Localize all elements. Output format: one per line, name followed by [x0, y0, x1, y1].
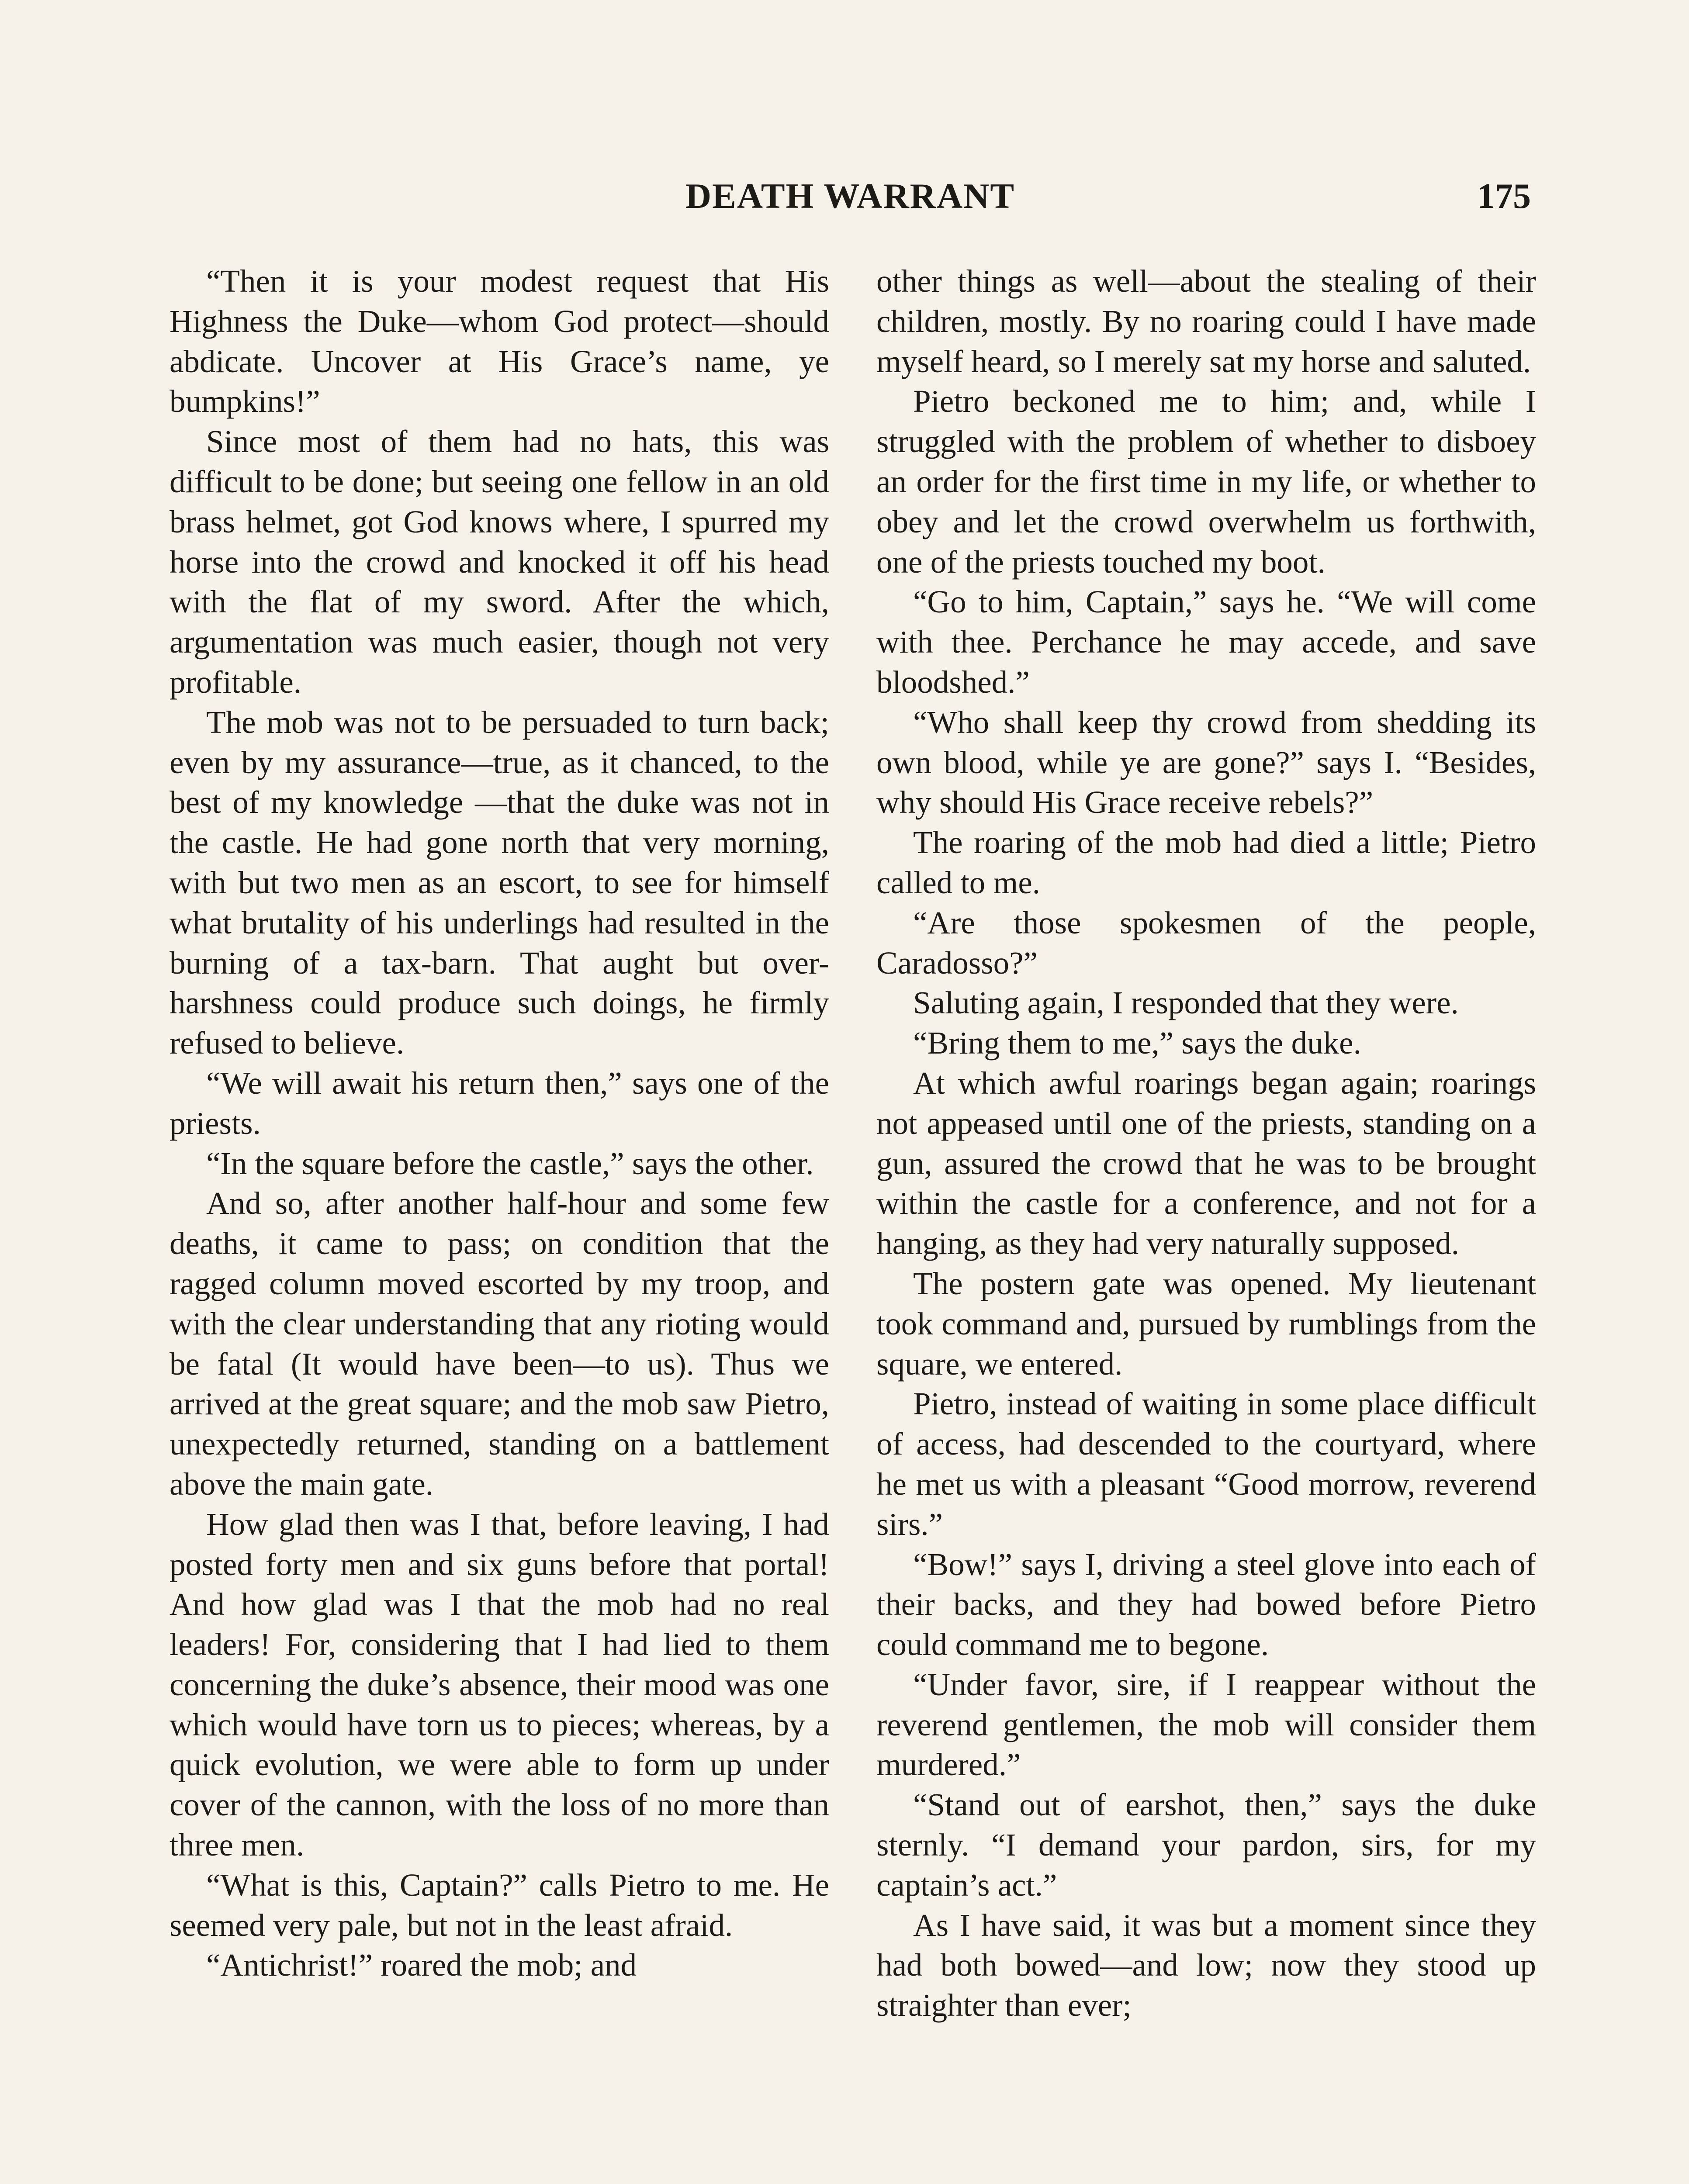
paragraph: How glad then was I that, before leaving, I had posted forty men and six guns before that portal! And how glad was I that the mob had no real leaders! For, considering that I had lied to them concerning the duke’s absence, their mood was one which would have torn us to pieces; whereas, by a quick evolution, we were able to form up under cover of the cannon, with the loss of no more than three men.	[170, 1506, 829, 1863]
paragraph: Pietro beckoned me to him; and, while I struggled with the problem of whether to disboey an order for the first time in my life, or whether to obey and let the crowd overwhelm us forthwith, one of the priests touched my boot.	[876, 384, 1536, 580]
paragraph: At which awful roarings began again; roarings not appeased until one of the priests, standing on a gun, assured the crowd that he was to be brought within the castle for a conference, and not for a hanging, as they had very naturally supposed.	[876, 1065, 1536, 1261]
paragraph: Saluting again, I responded that they were.	[913, 985, 1459, 1021]
paragraph: Pietro, instead of waiting in some place difficult of access, had descended to the courtyard, where he met us with a pleasant “Good morrow, reverend sirs.”	[876, 1386, 1536, 1542]
page-number: 175	[1477, 176, 1531, 216]
running-head	[170, 176, 1531, 224]
left-column	[170, 261, 829, 1985]
paragraph: “Antichrist!” roared the mob; and	[206, 1947, 637, 1983]
paragraph: Since most of them had no hats, this was difficult to be done; but seeing one fellow in an old brass helmet, got God knows where, I spurred my horse into the crowd and knocked it off his head with the flat of my sword. After the which, argumentation was much easier, though not very profitable.	[170, 424, 829, 700]
paragraph: “Then it is your modest request that His Highness the Duke—whom God protect—should abdicate. Uncover at His Grace’s name, ye bumpkins!”	[170, 263, 829, 419]
paragraph: “We will await his return then,” says one of the priests.	[170, 1065, 829, 1141]
paragraph: “Bring them to me,” says the duke.	[913, 1025, 1361, 1061]
paragraph: The mob was not to be persuaded to turn back; even by my assurance—true, as it chanced, to the best of my knowledge —that the duke was not in the castle. He had gone north that very morning, with but two men as an escort, to see for himself what brutality of his underlings had resulted in the burning of a tax-barn. That aught but over-harshness could produce such doings, he firmly refused to believe.	[170, 704, 829, 1061]
paragraph: “Go to him, Captain,” says he. “We will come with thee. Perchance he may accede, and save bloodshed.”	[876, 584, 1536, 700]
paragraph: “Are those spokesmen of the people, Caradosso?”	[876, 905, 1536, 981]
running-title: DEATH WARRANT	[685, 176, 1015, 216]
paragraph-continued: other things as well—about the stealing of their children, mostly. By no roaring could I have made myself heard, so I merely sat my horse and saluted.	[876, 263, 1536, 379]
right-column	[876, 261, 1536, 2025]
paragraph: “What is this, Captain?” calls Pietro to me. He seemed very pale, but not in the least afraid.	[170, 1867, 829, 1943]
paragraph: “In the square before the castle,” says the other.	[206, 1145, 814, 1181]
paragraph: “Bow!” says I, driving a steel glove into each of their backs, and they had bowed before Pietro could command me to begone.	[876, 1546, 1536, 1662]
paragraph: The postern gate was opened. My lieutenant took command and, pursued by rumblings from the square, we entered.	[876, 1265, 1536, 1382]
paragraph: And so, after another half-hour and some few deaths, it came to pass; on condition that the ragged column moved escorted by my troop, and with the clear understanding that any rioting would be fatal (It would have been—to us). Thus we arrived at the great square; and the mob saw Pietro, unexpectedly returned, standing on a battlement above the main gate.	[170, 1185, 829, 1502]
paragraph: As I have said, it was but a moment since they had both bowed—and low; now they stood up straighter than ever;	[876, 1907, 1536, 2023]
paragraph: “Under favor, sire, if I reappear without the reverend gentlemen, the mob will consider them murdered.”	[876, 1666, 1536, 1783]
paragraph: “Stand out of earshot, then,” says the duke sternly. “I demand your pardon, sirs, for my captain’s act.”	[876, 1787, 1536, 1903]
paragraph: The roaring of the mob had died a little; Pietro called to me.	[876, 825, 1536, 900]
paragraph: “Who shall keep thy crowd from shedding its own blood, while ye are gone?” says I. “Besides, why should His Grace receive rebels?”	[876, 704, 1536, 820]
